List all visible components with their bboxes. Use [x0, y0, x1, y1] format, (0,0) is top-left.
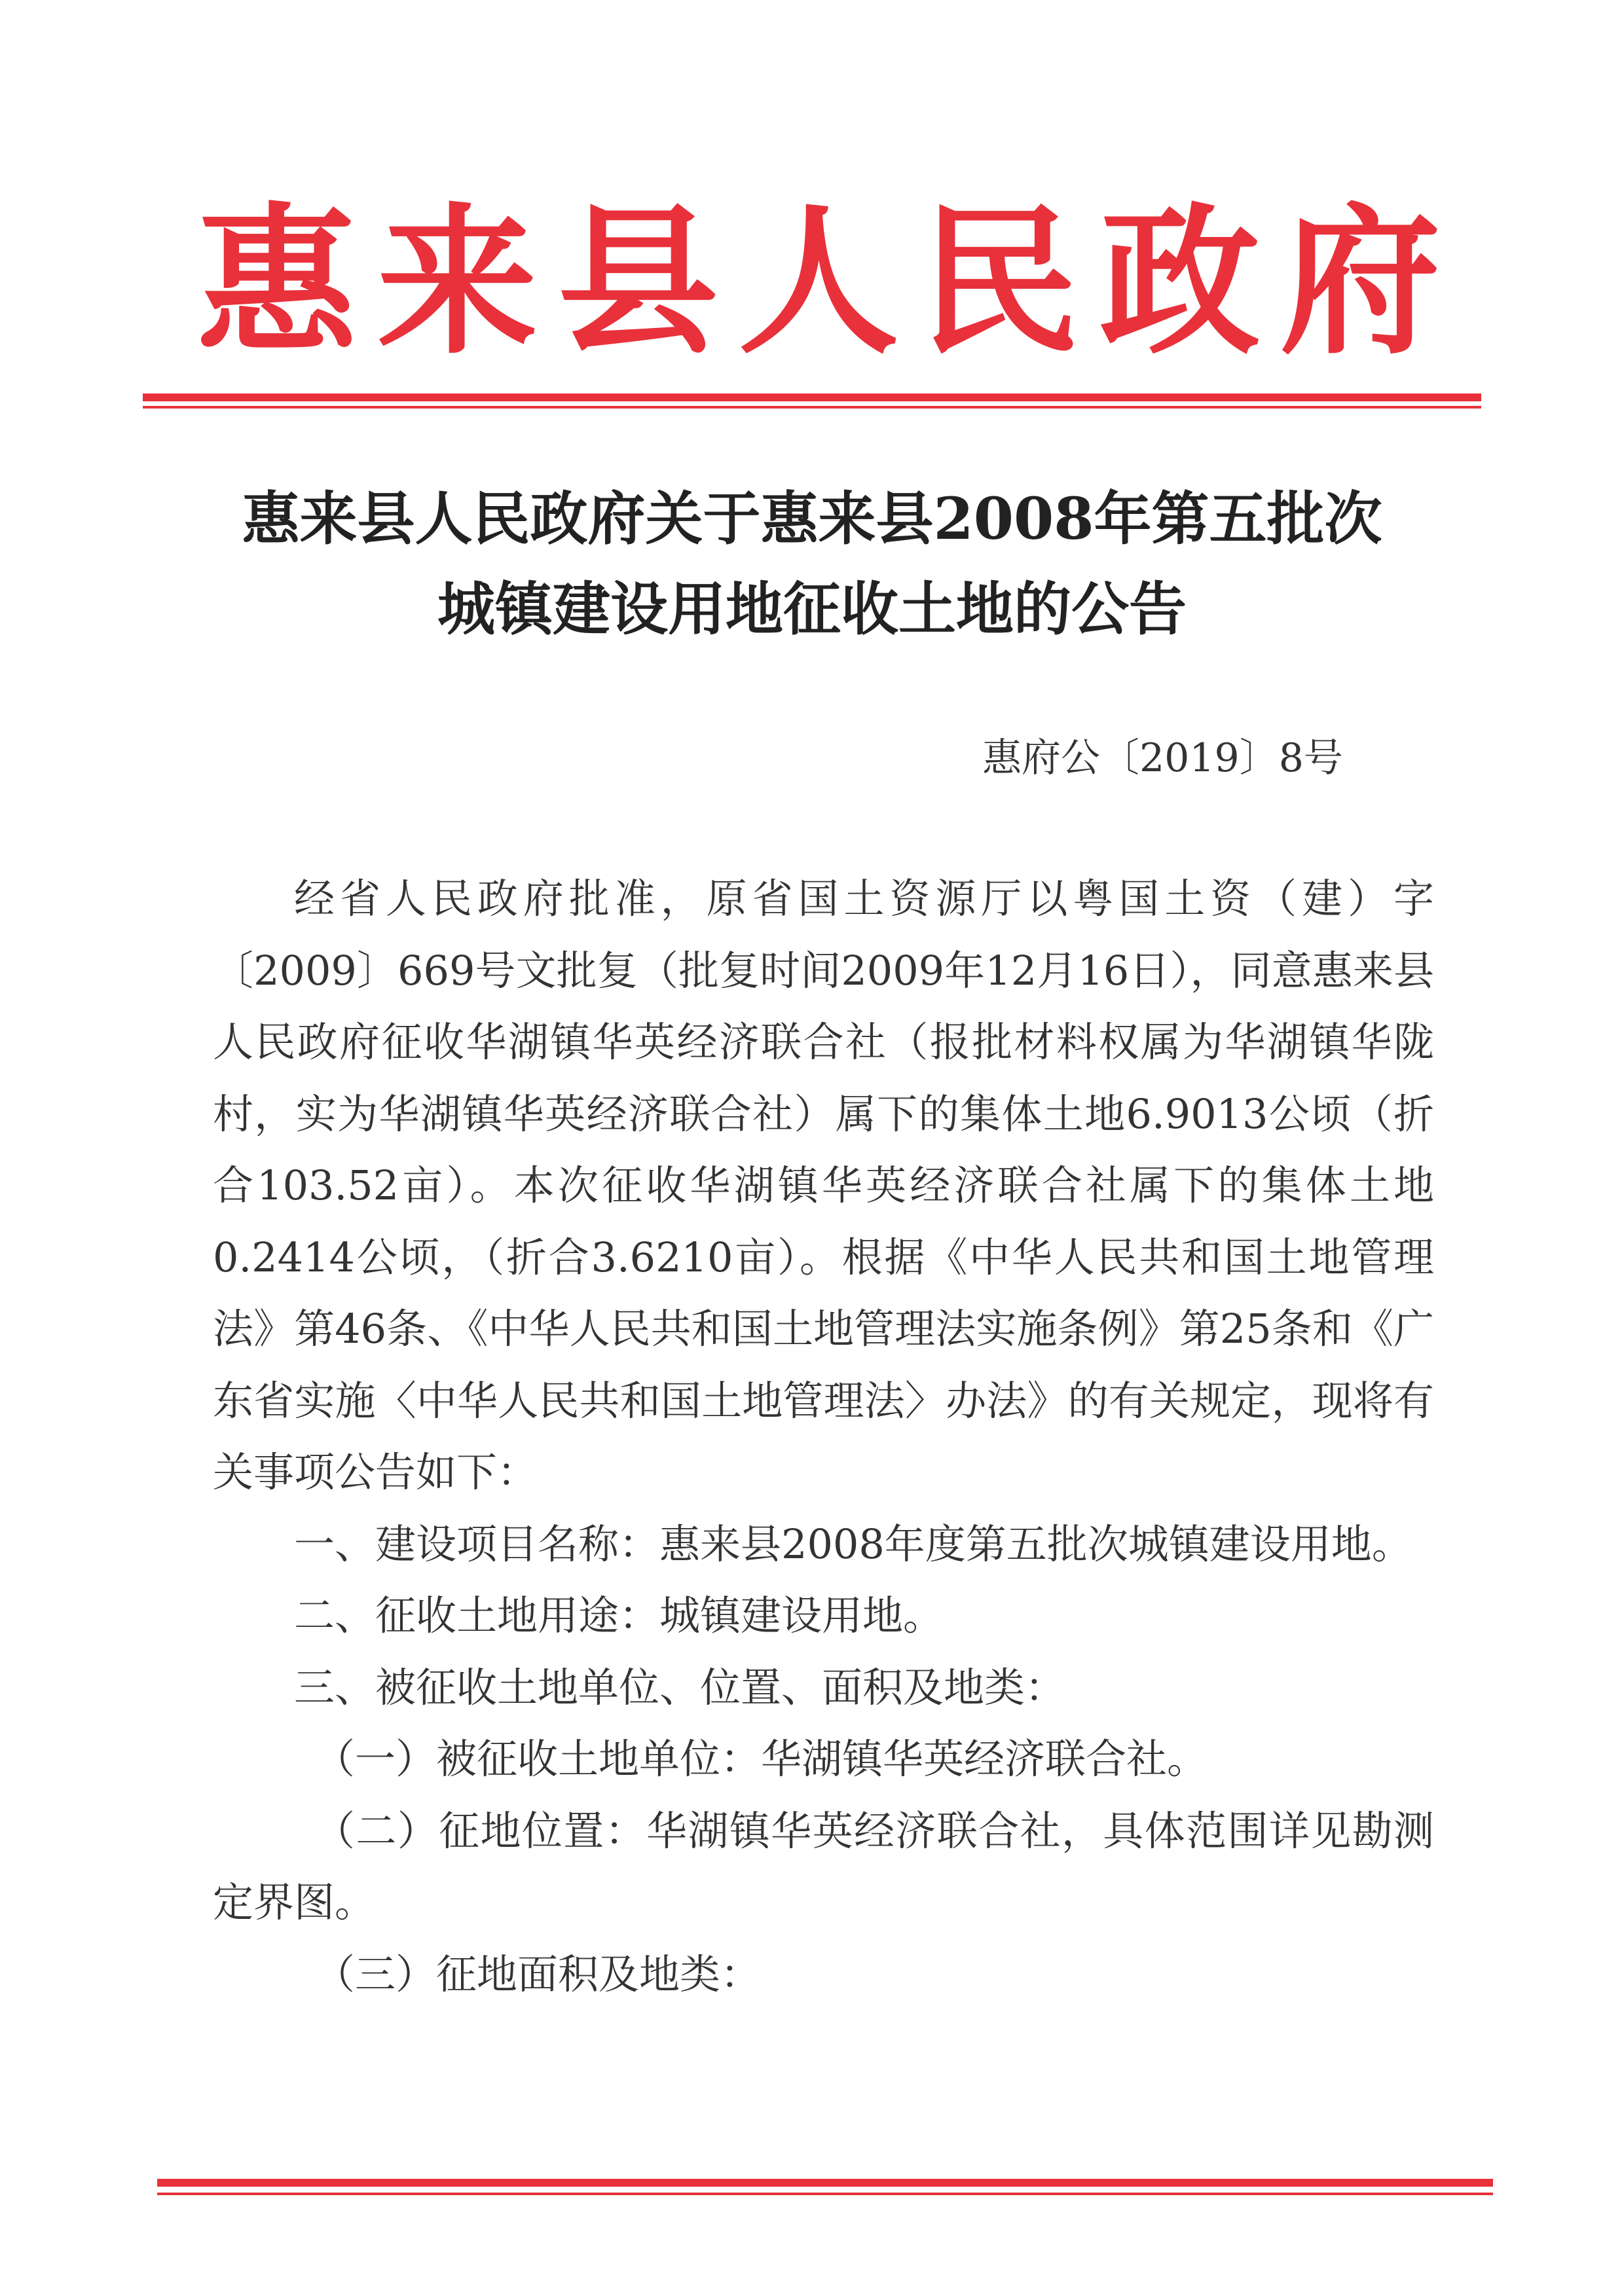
body-paragraph: （一）被征收土地单位：华湖镇华英经济联合社。 — [314, 1735, 1208, 1783]
masthead-char: 政 — [1099, 187, 1261, 376]
document-title-line2: 城镇建设用地征收土地的公告 — [437, 575, 1187, 643]
issuer-masthead — [196, 187, 1441, 376]
masthead-char: 县 — [557, 187, 718, 376]
header-divider-thin — [143, 406, 1481, 409]
masthead-char: 民 — [919, 187, 1080, 376]
footer-divider-thin — [157, 2193, 1493, 2195]
masthead-char: 来 — [377, 187, 538, 376]
document-number: 惠府公〔2019〕8号 — [982, 735, 1343, 781]
body-paragraph: （三）征地面积及地类： — [314, 1950, 762, 1998]
body-paragraph: 三、被征收土地单位、位置、面积及地类： — [294, 1663, 1066, 1711]
header-divider-thick — [143, 393, 1481, 401]
body-paragraph: 二、征收土地用途：城镇建设用地。 — [294, 1592, 944, 1639]
document-title-line1: 惠来县人民政府关于惠来县2008年第五批次 — [242, 484, 1382, 553]
masthead-char: 惠 — [196, 187, 357, 376]
document-body — [213, 863, 1434, 2010]
masthead-char: 府 — [1280, 187, 1441, 376]
footer-divider-thick — [157, 2179, 1493, 2187]
body-paragraph: （二）征地位置：华湖镇华英经济联合社，具体范围详见勘测定界图。 — [213, 1806, 1434, 1926]
body-paragraph: 经省人民政府批准，原省国土资源厅以粤国土资（建）字〔2009〕669号文批复（批复时间2009年12月16日），同意惠来县人民政府征收华湖镇华英经济联合社（报批材料权属为华湖镇华陇村，实为华湖镇华英经济联合社）属下的集体土地6.9013公顷（折合103.52亩）。本次征收华湖镇华英经济联合社属下的集体土地0.2414公顷，（折合3.6210亩）。根据《中华人民共和国土地管理法》第46条、《中华人民共和国土地管理法实施条例》第25条和《广东省实施〈中华人民共和国土地管理法〉办法》的有关规定，现将有关事项公告如下： — [213, 875, 1434, 1496]
body-paragraph: 一、建设项目名称：惠来县2008年度第五批次城镇建设用地。 — [294, 1520, 1412, 1568]
masthead-char: 人 — [738, 187, 899, 376]
